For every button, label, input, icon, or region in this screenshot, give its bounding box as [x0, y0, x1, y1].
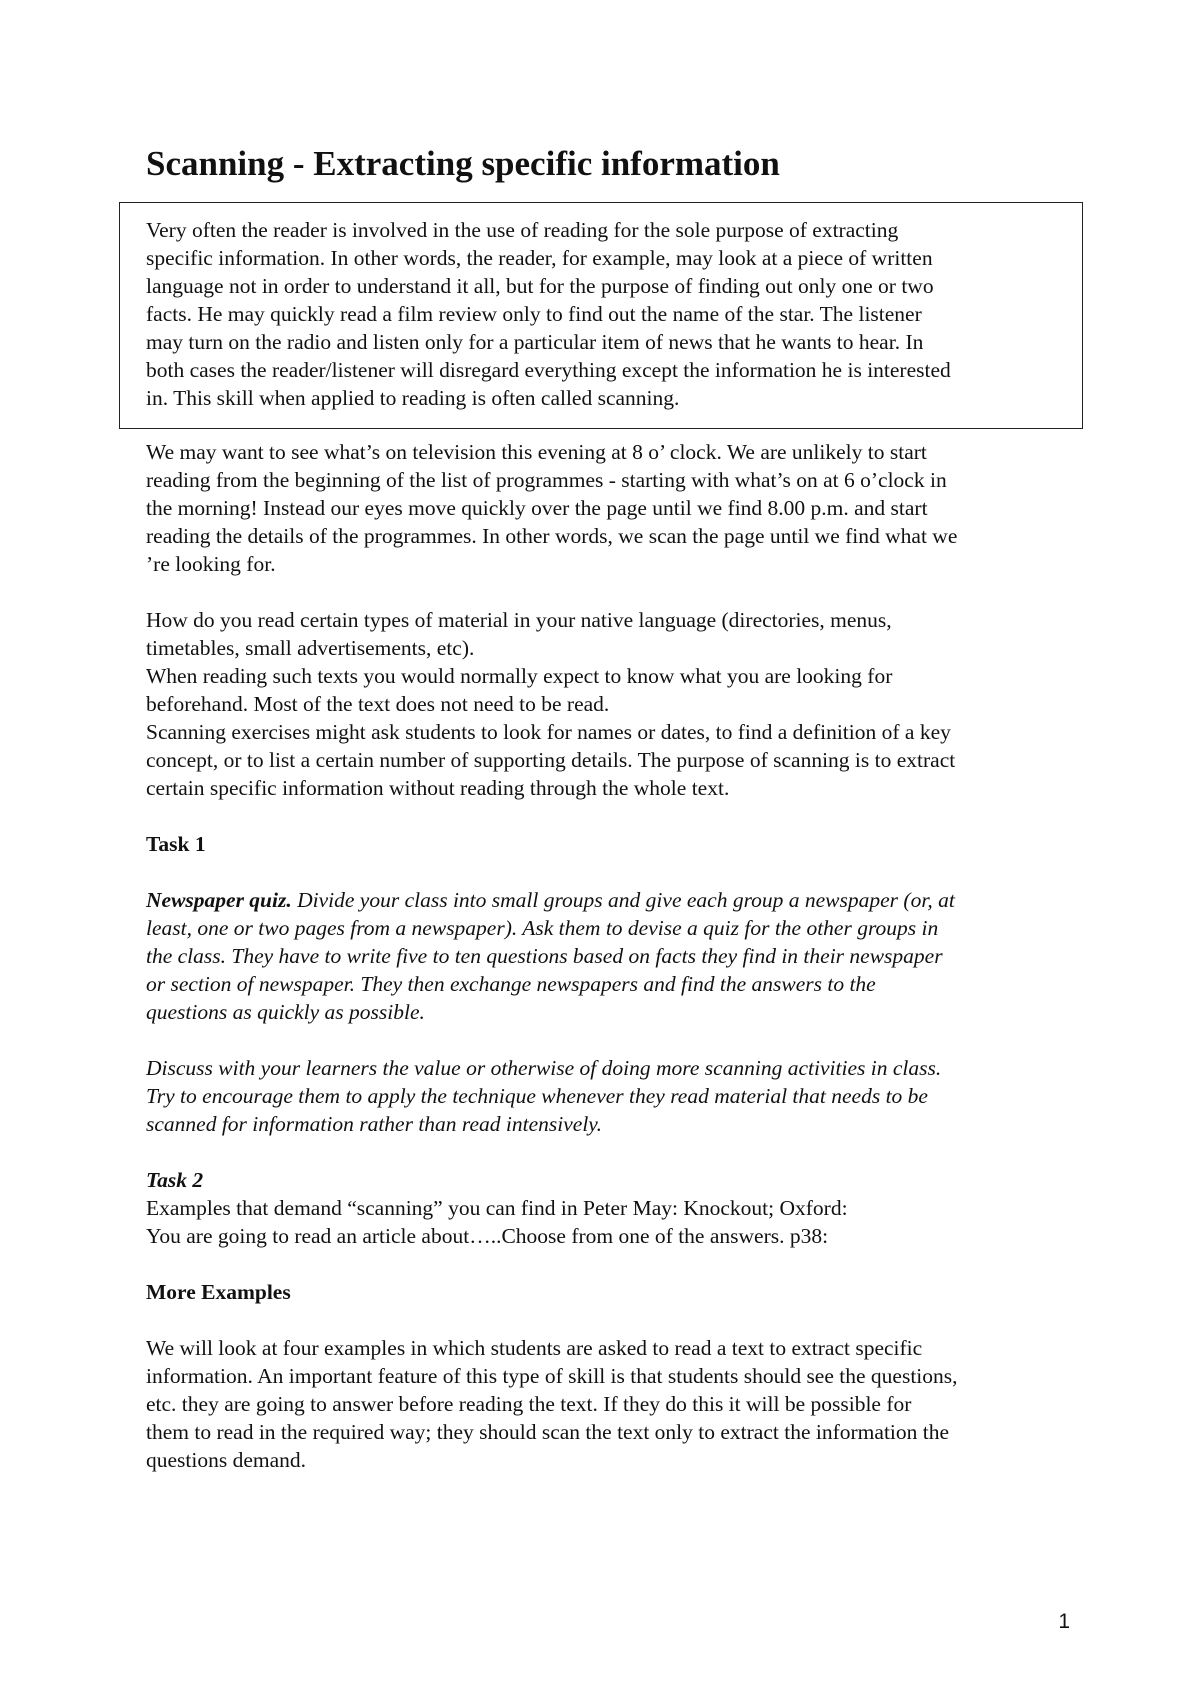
discuss-line: Discuss with your learners the value or otherwise of doing more scanning activities in class. — [146, 1056, 942, 1080]
native-line: How do you read certain types of material in your native language (directories, menus, — [146, 608, 892, 632]
tv-line: We may want to see what’s on television this evening at 8 o’ clock. We are unlikely to start — [146, 440, 927, 464]
native-line: concept, or to list a certain number of supporting details. The purpose of scanning is to extract — [146, 748, 956, 772]
intro-line: in. This skill when applied to reading is often called scanning. — [146, 386, 680, 410]
discuss-line: Try to encourage them to apply the technique whenever they read material that needs to be — [146, 1084, 928, 1108]
intro-line: facts. He may quickly read a film review only to find out the name of the star. The listener — [146, 302, 922, 326]
quiz-first-line-text: Divide your class into small groups and give each group a newspaper (or, at — [291, 888, 955, 912]
native-line: When reading such texts you would normally expect to know what you are looking for — [146, 664, 893, 688]
native-line: Scanning exercises might ask students to look for names or dates, to find a definition of a key — [146, 720, 951, 744]
task1-heading: Task 1 — [146, 832, 206, 856]
quiz-line: or section of newspaper. They then exchange newspapers and find the answers to the — [146, 972, 876, 996]
quiz-line: questions as quickly as possible. — [146, 1000, 425, 1024]
quiz-label: Newspaper quiz. — [146, 888, 292, 912]
tv-line: the morning! Instead our eyes move quickly over the page until we find 8.00 p.m. and start — [146, 496, 928, 520]
task2-heading: Task 2 — [146, 1168, 204, 1192]
native-line: certain specific information without reading through the whole text. — [146, 776, 730, 800]
more-examples-line: them to read in the required way; they should scan the text only to extract the information the — [146, 1420, 950, 1444]
native-line: beforehand. Most of the text does not need to be read. — [146, 692, 610, 716]
quiz-line: the class. They have to write five to ten questions based on facts they find in their newspaper — [146, 944, 943, 968]
intro-line: Very often the reader is involved in the use of reading for the sole purpose of extracting — [146, 218, 899, 242]
native-line: timetables, small advertisements, etc). — [146, 636, 475, 660]
intro-line: specific information. In other words, the reader, for example, may look at a piece of written — [146, 246, 933, 270]
task2-line: Examples that demand “scanning” you can find in Peter May: Knockout; Oxford: — [146, 1196, 848, 1220]
native-language-paragraph — [146, 606, 955, 802]
discuss-paragraph — [146, 1054, 941, 1138]
newspaper-quiz-paragraph — [146, 886, 955, 1026]
tv-line: reading the details of the programmes. In other words, we scan the page until we find what we — [146, 524, 958, 548]
more-examples-heading: More Examples — [146, 1280, 291, 1304]
intro-line: may turn on the radio and listen only for a particular item of news that he wants to hear. In — [146, 330, 924, 354]
more-examples-line: etc. they are going to answer before reading the text. If they do this it will be possible for — [146, 1392, 912, 1416]
more-examples-line: questions demand. — [146, 1448, 307, 1472]
tv-paragraph — [146, 438, 957, 578]
intro-line: both cases the reader/listener will disregard everything except the information he is interested — [146, 358, 951, 382]
more-examples-line: information. An important feature of this type of skill is that students should see the questions, — [146, 1364, 958, 1388]
task2-section — [146, 1166, 848, 1250]
page-number: 1 — [1058, 1610, 1070, 1633]
task2-line: You are going to read an article about…..Choose from one of the answers. p38: — [146, 1224, 829, 1248]
quiz-first-line — [146, 886, 955, 914]
document-title: Scanning - Extracting specific information — [146, 144, 780, 183]
intro-paragraph — [146, 216, 951, 412]
discuss-line: scanned for information rather than read intensively. — [146, 1112, 603, 1136]
more-examples-paragraph — [146, 1334, 958, 1474]
more-examples-line: We will look at four examples in which students are asked to read a text to extract specific — [146, 1336, 923, 1360]
tv-line: ’re looking for. — [146, 552, 276, 576]
quiz-line: least, one or two pages from a newspaper). Ask them to devise a quiz for the other groups in — [146, 916, 939, 940]
intro-line: language not in order to understand it all, but for the purpose of finding out only one or two — [146, 274, 934, 298]
tv-line: reading from the beginning of the list of programmes - starting with what’s on at 6 o’clock in — [146, 468, 947, 492]
